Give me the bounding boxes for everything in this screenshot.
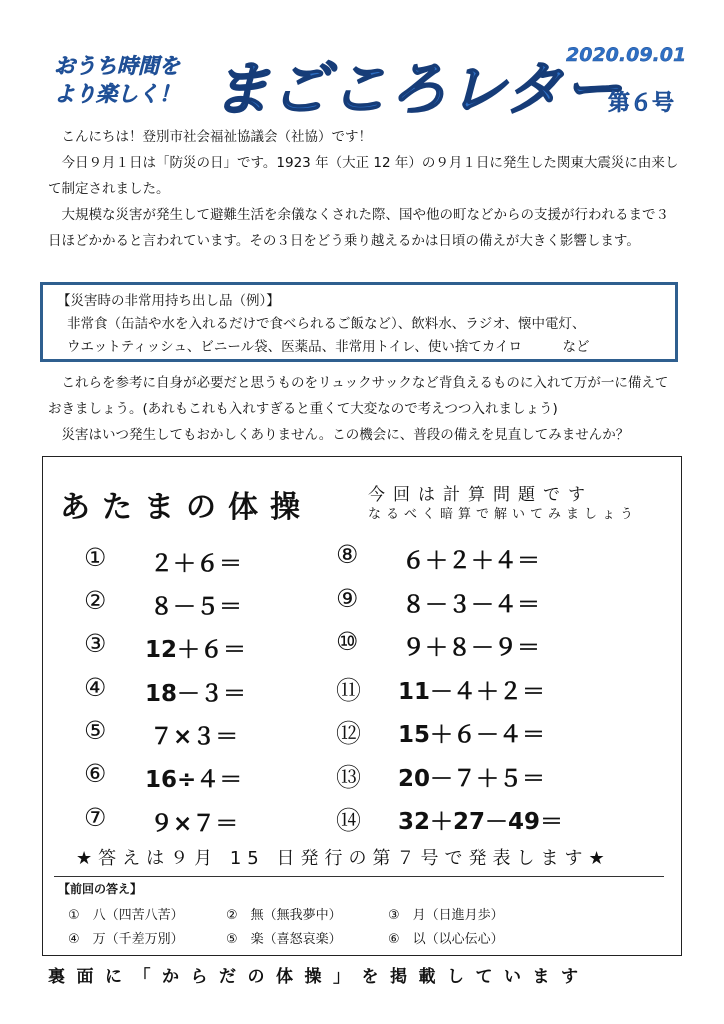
preparedness-paragraph: これらを参考に自身が必要だと思うものをリュックサックなど背負えるものに入れて万が一に備えておきましょう。(あれもこれも入れすぎると重くて大変なので考えつつ入れましょう) bbox=[48, 375, 669, 417]
problem-expression: ８－５＝ bbox=[150, 594, 242, 620]
emergency-items-heading: 【災害時の非常用持ち出し品（例）】 bbox=[57, 293, 280, 309]
problem-number: ⑭ bbox=[336, 806, 362, 835]
preparedness-text bbox=[48, 370, 680, 448]
problem-expression: ８－３－４＝ bbox=[402, 592, 540, 618]
problem-number: ⑤ bbox=[84, 716, 107, 745]
problem-number: ① bbox=[84, 543, 107, 572]
quiz-instruction: なるべく暗算で解いてみましょう bbox=[368, 507, 639, 522]
problem-number: ⑨ bbox=[336, 584, 359, 613]
problem-expression: ９×７＝ bbox=[150, 811, 239, 837]
problem-expression: 18－３＝ bbox=[145, 681, 247, 707]
problem-expression: ２＋６＝ bbox=[150, 551, 242, 577]
problem-number: ⑪ bbox=[336, 676, 362, 705]
previous-answers-heading: 【前回の答え】 bbox=[58, 882, 143, 896]
issue-date: 2020.09.01 bbox=[566, 44, 687, 66]
problem-expression: ６＋２＋４＝ bbox=[402, 548, 540, 574]
problem-number: ③ bbox=[84, 629, 107, 658]
problem-expression: 32＋27－49＝ bbox=[398, 809, 564, 835]
problem-expression: 11－４＋２＝ bbox=[398, 679, 546, 705]
divider bbox=[54, 876, 664, 877]
intro-text bbox=[48, 124, 680, 254]
problem-expression: ７×３＝ bbox=[150, 724, 239, 750]
previous-answer: ④ 万（千差万別） bbox=[68, 932, 184, 947]
problem-number: ② bbox=[84, 586, 107, 615]
emergency-items-line: ウエットティッシュ、ビニール袋、医薬品、非常用トイレ、使い捨てカイロ など bbox=[67, 339, 590, 355]
previous-answer: ③ 月（日進月歩） bbox=[388, 908, 504, 923]
problem-expression: ９＋８－９＝ bbox=[402, 635, 540, 661]
preparedness-paragraph: 災害はいつ発生してもおかしくありません。この機会に、普段の備えを見直してみませんか？ bbox=[61, 427, 630, 443]
problem-number: ⑫ bbox=[336, 719, 362, 748]
problem-number: ⑥ bbox=[84, 759, 107, 788]
problem-number: ⑧ bbox=[336, 540, 359, 569]
problem-number: ⑩ bbox=[336, 627, 359, 656]
tagline-line1: おうち時間を bbox=[54, 54, 180, 78]
previous-answer: ② 無（無我夢中） bbox=[226, 908, 342, 923]
previous-answer: ⑤ 楽（喜怒哀楽） bbox=[226, 932, 342, 947]
problem-expression: 12＋６＝ bbox=[145, 637, 247, 663]
problem-expression: 20－７＋５＝ bbox=[398, 766, 546, 792]
intro-paragraph: 今日９月１日は「防災の日」です。1923 年（大正 12 年）の９月１日に発生した関東大震災に由来して制定されました。 bbox=[48, 155, 679, 197]
issue-number: 第６号 bbox=[608, 91, 675, 116]
quiz-title: あたまの体操 bbox=[60, 490, 312, 525]
previous-answer: ① 八（四苦八苦） bbox=[68, 908, 184, 923]
footer-note: 裏面に「からだの体操」を掲載しています bbox=[48, 967, 590, 987]
quiz-subtitle: 今回は計算問題です bbox=[368, 485, 593, 505]
previous-answer: ⑥ 以（以心伝心） bbox=[388, 932, 504, 947]
problem-expression: 16÷４＝ bbox=[145, 767, 243, 793]
intro-paragraph: 大規模な災害が発生して避難生活を余儀なくされた際、国や他の町などからの支援が行われるまで３日ほどかかると言われています。その３日をどう乗り越えるかは日頃の備えが大きく影響します。 bbox=[48, 207, 669, 249]
tagline bbox=[54, 52, 214, 108]
emergency-items-box bbox=[40, 282, 678, 362]
problem-number: ④ bbox=[84, 673, 107, 702]
emergency-items-line: 非常食（缶詰や水を入れるだけで食べられるご飯など）、飲料水、ラジオ、懐中電灯、 bbox=[67, 316, 586, 332]
intro-paragraph: こんにちは！登別市社会福祉協議会（社協）です！ bbox=[61, 129, 372, 145]
tagline-line2: より楽しく！ bbox=[54, 82, 180, 106]
problem-number: ⑬ bbox=[336, 763, 362, 792]
problem-number: ⑦ bbox=[84, 803, 107, 832]
problem-expression: 15＋６－４＝ bbox=[398, 722, 546, 748]
newsletter-title: まごころレター bbox=[212, 55, 623, 123]
answer-announcement: ★答えは９月 15 日発行の第７号で発表します★ bbox=[76, 848, 611, 869]
